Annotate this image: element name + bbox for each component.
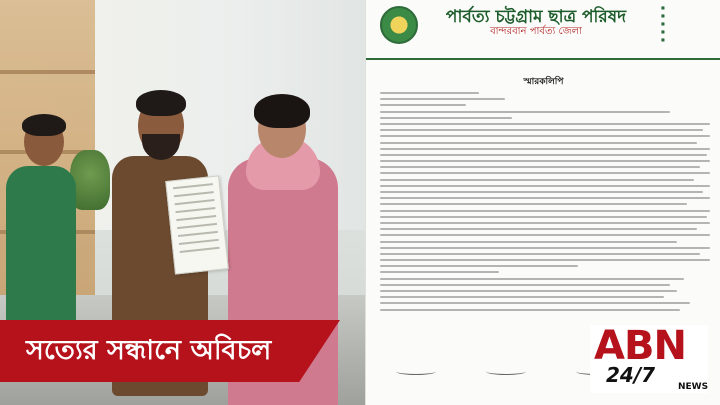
signature-1	[386, 368, 446, 377]
organization-subtitle: বান্দরবান পার্বত্য জেলা	[490, 26, 582, 37]
memo-body-text	[380, 92, 710, 315]
letterhead-side-list	[661, 4, 713, 44]
caption-banner-text: সত্যের সন্ধানে অবিচল	[26, 335, 272, 366]
channel-logo-suffix: NEWS	[678, 382, 709, 392]
channel-logo-tagline: 24/7	[606, 363, 656, 387]
memo-heading: স্মারকলিপি	[523, 77, 564, 87]
memorandum-paper	[165, 175, 229, 274]
organization-title: পার্বত্য চট্টগ্রাম ছাত্র পরিষদ	[445, 7, 627, 27]
plant	[70, 150, 110, 210]
signature-2	[476, 368, 536, 377]
channel-logo-name: ABN	[594, 323, 686, 369]
organization-logo	[380, 6, 418, 44]
